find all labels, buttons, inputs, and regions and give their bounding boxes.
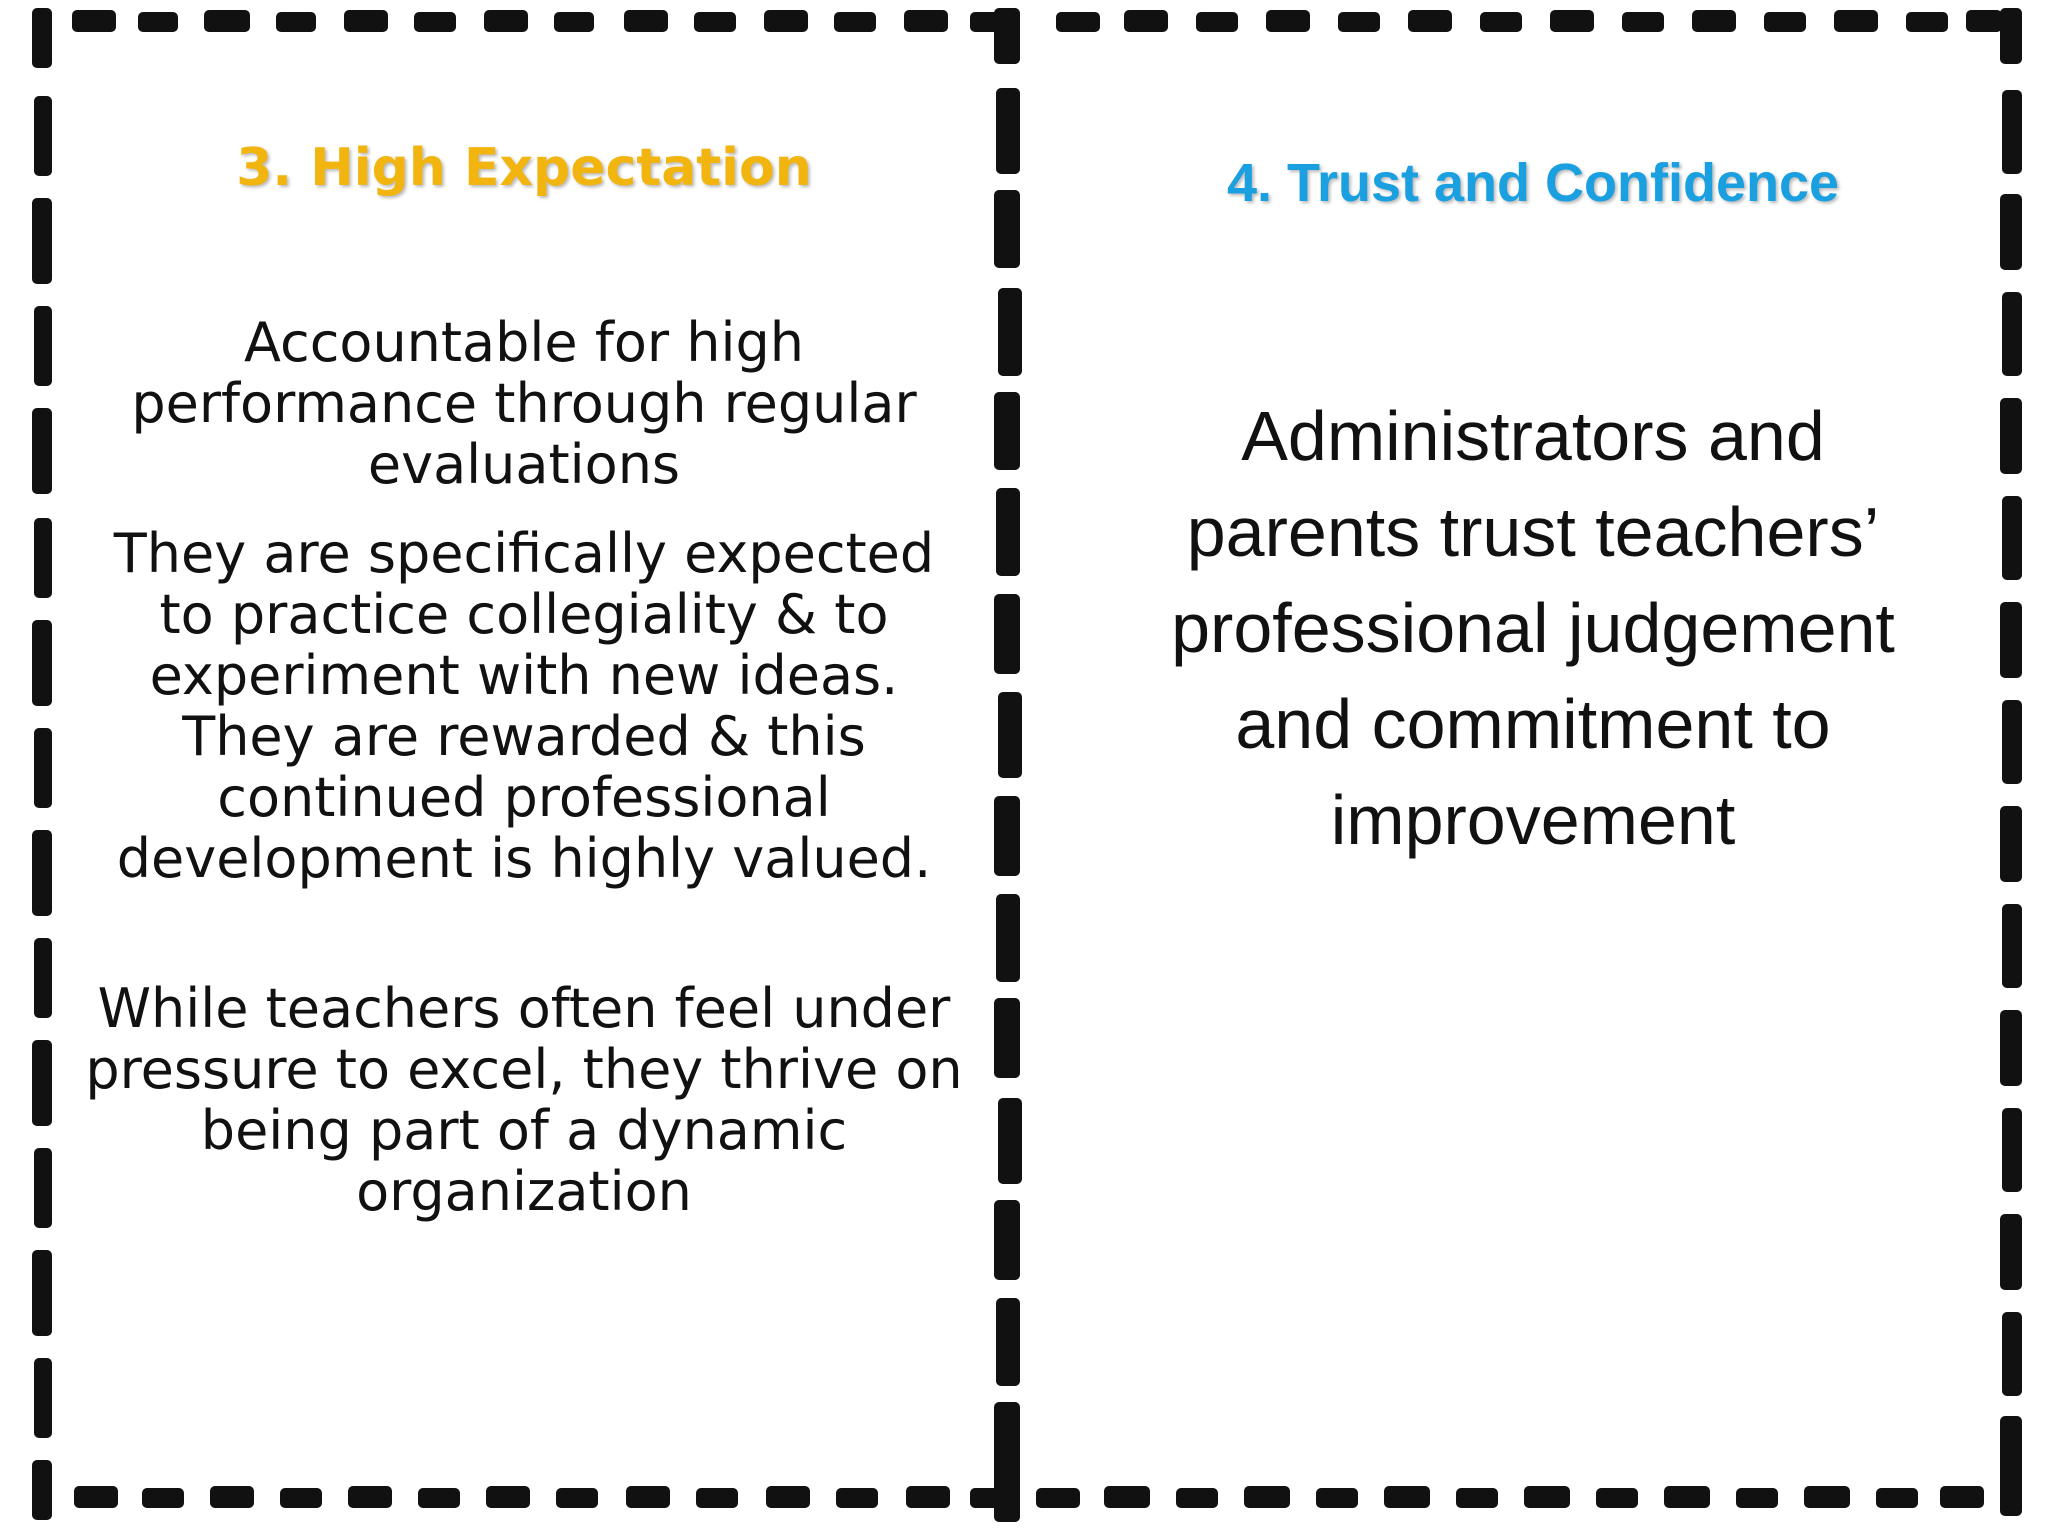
card-trust-and-confidence — [1030, 8, 2036, 1528]
card-high-expectation — [14, 8, 1034, 1528]
paragraph-accountability: Accountable for high performance through regular evaluations — [131, 311, 917, 496]
paragraph-pressure: While teachers often feel under pressure to excel, they thrive on being part of a dynamic organization — [85, 977, 963, 1223]
paragraph-trust: Administrators and parents trust teachers’ professional judgement and commitment to improvement — [1171, 397, 1895, 859]
card-title-high-expectation: 3. High Expectation — [236, 138, 812, 198]
paragraph-collegiality: They are specifically expected to practice collegiality & to experiment with new ideas. They are rewarded & this continued professional development is highly valued. — [113, 522, 935, 890]
card-title-trust-and-confidence: 4. Trust and Confidence — [1226, 153, 1840, 213]
